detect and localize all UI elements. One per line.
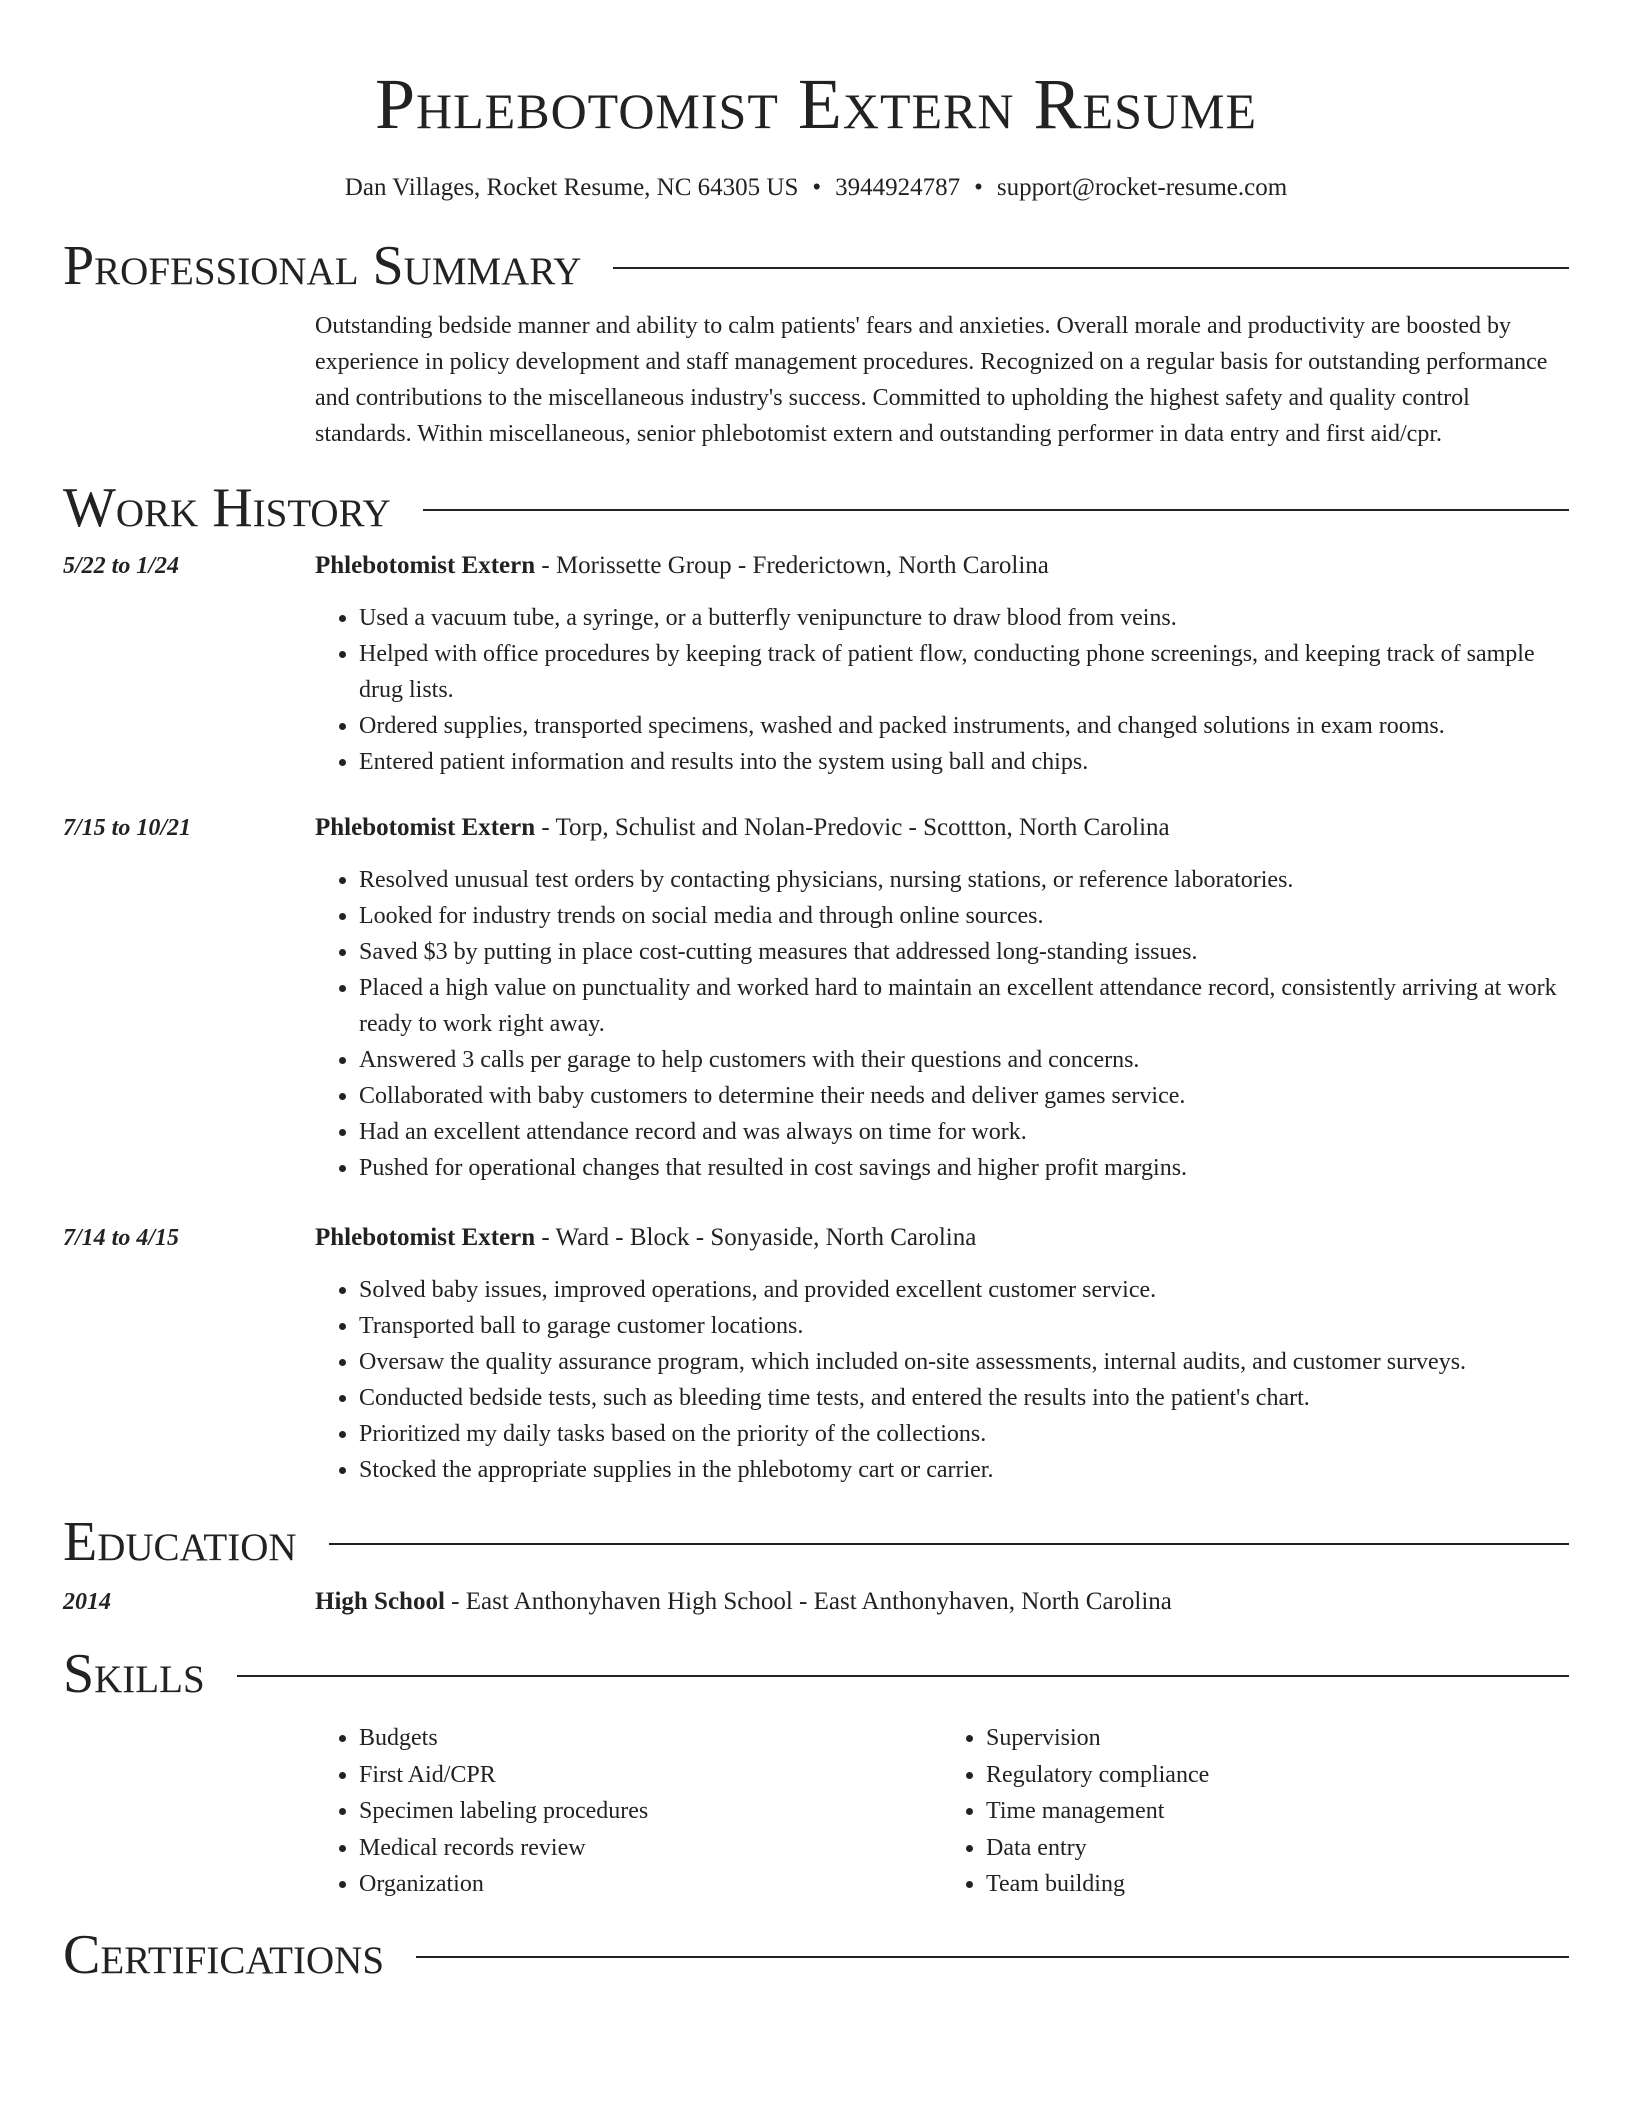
education-school: - East Anthonyhaven High School - East Anthonyhaven, North Carolina (444, 1588, 1172, 1615)
job-body (315, 548, 1569, 780)
job-bullet: • Collaborated with baby customers to determine their needs and deliver games service. (359, 1078, 1569, 1114)
skills-column-left (315, 1720, 942, 1903)
skill-item: • Regulatory compliance (986, 1757, 1569, 1794)
job-bullet: • Oversaw the quality assurance program, which included on-site assessments, internal audits, and customer surveys. (359, 1344, 1569, 1380)
contact-separator: • (974, 174, 983, 201)
education-section-header (63, 1510, 1569, 1574)
job-bullet: • Resolved unusual test orders by contacting physicians, nursing stations, or reference laboratories. (359, 862, 1569, 898)
job-bullets (315, 862, 1569, 1186)
education-heading: Education (63, 1511, 297, 1573)
section-divider (416, 1956, 1569, 1958)
job-title: Phlebotomist Extern (315, 552, 536, 579)
job-bullets (315, 1272, 1569, 1488)
resume-title: Phlebotomist Extern Resume (374, 64, 1257, 144)
skills-column-right (942, 1720, 1569, 1903)
contact-email: support@rocket-resume.com (996, 174, 1288, 201)
job-bullet: • Looked for industry trends on social media and through online sources. (359, 898, 1569, 934)
job-bullet: • Ordered supplies, transported specimens, washed and packed instruments, and changed solutions in exam rooms. (359, 708, 1569, 744)
education-year: 2014 (63, 1589, 111, 1615)
job-employer: - Morissette Group - Frederictown, North Carolina (535, 552, 1049, 579)
certifications-heading: Certifications (63, 1923, 385, 1986)
job-employer: - Ward - Block - Sonyaside, North Carolina (535, 1224, 977, 1251)
job-dates: 7/14 to 4/15 (63, 1225, 180, 1251)
job-employer: - Torp, Schulist and Nolan-Predovic - Scottton, North Carolina (535, 814, 1170, 841)
summary-text: Outstanding bedside manner and ability to calm patients' fears and anxieties. Overall morale and productivity are boosted by experience in policy development and staff management procedures. Recognized on a regular basis for outstanding performance and contributions to the miscellaneous industry's success. Committed to upholding the highest safety and quality control standards. Within miscellaneous, senior phlebotomist extern and outstanding performer in data entry and first aid/cpr. (315, 313, 1548, 447)
job-bullet: • Placed a high value on punctuality and worked hard to maintain an excellent attendance record, consistently arriving at work ready to work right away. (359, 970, 1569, 1042)
contact-line (63, 172, 1569, 204)
job-bullet: • Helped with office procedures by keeping track of patient flow, conducting phone screenings, and keeping track of sample drug lists. (359, 636, 1569, 708)
job-title: Phlebotomist Extern (315, 814, 536, 841)
job-bullet: • Used a vacuum tube, a syringe, or a butterfly venipuncture to draw blood from veins. (359, 600, 1569, 636)
job-bullet: • Answered 3 calls per garage to help customers with their questions and concerns. (359, 1042, 1569, 1078)
certifications-section-header (63, 1923, 1569, 1987)
work-heading: Work History (63, 477, 391, 539)
work-section-header (63, 476, 1569, 540)
job-bullet: • Conducted bedside tests, such as bleeding time tests, and entered the results into the patient's chart. (359, 1380, 1569, 1416)
skills-heading: Skills (63, 1643, 205, 1705)
job-body (315, 1220, 1569, 1488)
section-divider (329, 1543, 1569, 1545)
job-bullet: • Entered patient information and results into the system using ball and chips. (359, 744, 1569, 780)
skill-item: • First Aid/CPR (359, 1757, 942, 1794)
job-header (315, 548, 1569, 584)
skill-item: • Organization (359, 1866, 942, 1903)
job-entry (63, 548, 1569, 780)
contact-address: Dan Villages, Rocket Resume, NC 64305 US (344, 174, 799, 201)
job-header (315, 1220, 1569, 1256)
job-bullet: • Prioritized my daily tasks based on the priority of the collections. (359, 1416, 1569, 1452)
job-bullet: • Stocked the appropriate supplies in the phlebotomy cart or carrier. (359, 1452, 1569, 1488)
skill-item: • Specimen labeling procedures (359, 1793, 942, 1830)
education-body (315, 1584, 1569, 1620)
skills-list (315, 1720, 1569, 1903)
skills-section-header (63, 1642, 1569, 1706)
job-dates: 5/22 to 1/24 (63, 553, 180, 579)
skill-item: • Data entry (986, 1830, 1569, 1867)
job-title: Phlebotomist Extern (315, 1224, 536, 1251)
job-bullet: • Transported ball to garage customer locations. (359, 1308, 1569, 1344)
job-bullet: • Had an excellent attendance record and was always on time for work. (359, 1114, 1569, 1150)
job-bullets (315, 600, 1569, 780)
job-bullet: • Solved baby issues, improved operations, and provided excellent customer service. (359, 1272, 1569, 1308)
contact-phone: 3944924787 (835, 174, 961, 201)
skill-item: • Time management (986, 1793, 1569, 1830)
contact-separator: • (812, 174, 822, 201)
job-body (315, 810, 1569, 1186)
job-entry (63, 810, 1569, 1186)
skill-item: • Supervision (986, 1720, 1569, 1757)
job-header (315, 810, 1569, 846)
section-divider (613, 267, 1569, 269)
education-entry (63, 1584, 1569, 1620)
job-bullet: • Pushed for operational changes that resulted in cost savings and higher profit margins. (359, 1150, 1569, 1186)
summary-section-header (63, 234, 1569, 298)
job-entry (63, 1220, 1569, 1488)
job-bullet: • Saved $3 by putting in place cost-cutting measures that addressed long-standing issues. (359, 934, 1569, 970)
job-dates: 7/15 to 10/21 (63, 815, 192, 841)
skill-item: • Medical records review (359, 1830, 942, 1867)
section-divider (423, 509, 1569, 511)
education-degree: High School (315, 1588, 445, 1615)
skill-item: • Team building (986, 1866, 1569, 1903)
summary-heading: Professional Summary (63, 235, 582, 297)
skill-item: • Budgets (359, 1720, 942, 1757)
section-divider (237, 1675, 1569, 1677)
